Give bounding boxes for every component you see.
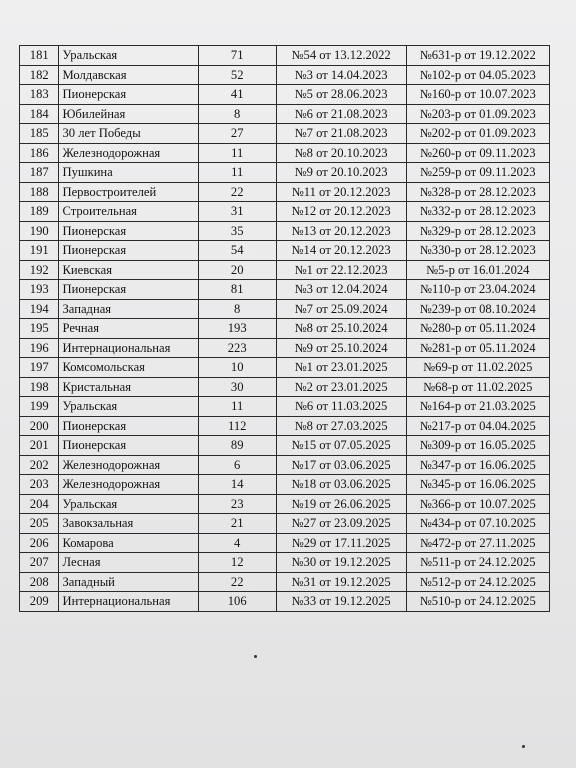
row-number-cell: 198 bbox=[20, 377, 59, 397]
house-number-cell: 106 bbox=[198, 592, 276, 612]
decision-cell: №17 от 03.06.2025 bbox=[276, 455, 406, 475]
house-number-cell: 11 bbox=[198, 397, 276, 417]
order-cell: №280-р от 05.11.2024 bbox=[406, 319, 549, 339]
house-number-cell: 8 bbox=[198, 104, 276, 124]
house-number-cell: 12 bbox=[198, 553, 276, 573]
decision-cell: №3 от 12.04.2024 bbox=[276, 280, 406, 300]
registry-table bbox=[19, 45, 550, 612]
row-number-cell: 195 bbox=[20, 319, 59, 339]
street-cell: Интернациональная bbox=[59, 592, 198, 612]
order-cell: №347-р от 16.06.2025 bbox=[406, 455, 549, 475]
table-row bbox=[20, 592, 550, 612]
street-cell: Киевская bbox=[59, 260, 198, 280]
table-row bbox=[20, 163, 550, 183]
order-cell: №332-р от 28.12.2023 bbox=[406, 202, 549, 222]
street-cell: Пионерская bbox=[59, 436, 198, 456]
house-number-cell: 31 bbox=[198, 202, 276, 222]
row-number-cell: 201 bbox=[20, 436, 59, 456]
row-number-cell: 206 bbox=[20, 533, 59, 553]
street-cell: Пионерская bbox=[59, 85, 198, 105]
decision-cell: №33 от 19.12.2025 bbox=[276, 592, 406, 612]
order-cell: №512-р от 24.12.2025 bbox=[406, 572, 549, 592]
decision-cell: №6 от 11.03.2025 bbox=[276, 397, 406, 417]
decision-cell: №31 от 19.12.2025 bbox=[276, 572, 406, 592]
row-number-cell: 197 bbox=[20, 358, 59, 378]
table-row bbox=[20, 475, 550, 495]
decision-cell: №8 от 20.10.2023 bbox=[276, 143, 406, 163]
street-cell: Завокзальная bbox=[59, 514, 198, 534]
order-cell: №281-р от 05.11.2024 bbox=[406, 338, 549, 358]
order-cell: №5-р от 16.01.2024 bbox=[406, 260, 549, 280]
house-number-cell: 22 bbox=[198, 182, 276, 202]
table-row bbox=[20, 572, 550, 592]
table-row bbox=[20, 143, 550, 163]
decision-cell: №15 от 07.05.2025 bbox=[276, 436, 406, 456]
street-cell: Лесная bbox=[59, 553, 198, 573]
decision-cell: №27 от 23.09.2025 bbox=[276, 514, 406, 534]
street-cell: Интернациональная bbox=[59, 338, 198, 358]
row-number-cell: 204 bbox=[20, 494, 59, 514]
street-cell: Юбилейная bbox=[59, 104, 198, 124]
table-row bbox=[20, 104, 550, 124]
decision-cell: №9 от 25.10.2024 bbox=[276, 338, 406, 358]
order-cell: №69-р от 11.02.2025 bbox=[406, 358, 549, 378]
street-cell: Железнодорожная bbox=[59, 475, 198, 495]
house-number-cell: 4 bbox=[198, 533, 276, 553]
table-row bbox=[20, 46, 550, 66]
table-row bbox=[20, 494, 550, 514]
house-number-cell: 71 bbox=[198, 46, 276, 66]
row-number-cell: 207 bbox=[20, 553, 59, 573]
decision-cell: №8 от 27.03.2025 bbox=[276, 416, 406, 436]
order-cell: №472-р от 27.11.2025 bbox=[406, 533, 549, 553]
row-number-cell: 203 bbox=[20, 475, 59, 495]
row-number-cell: 186 bbox=[20, 143, 59, 163]
table-row bbox=[20, 455, 550, 475]
decision-cell: №30 от 19.12.2025 bbox=[276, 553, 406, 573]
decision-cell: №6 от 21.08.2023 bbox=[276, 104, 406, 124]
house-number-cell: 11 bbox=[198, 143, 276, 163]
decision-cell: №13 от 20.12.2023 bbox=[276, 221, 406, 241]
table-row bbox=[20, 436, 550, 456]
house-number-cell: 14 bbox=[198, 475, 276, 495]
order-cell: №329-р от 28.12.2023 bbox=[406, 221, 549, 241]
decision-cell: №7 от 21.08.2023 bbox=[276, 124, 406, 144]
row-number-cell: 182 bbox=[20, 65, 59, 85]
row-number-cell: 190 bbox=[20, 221, 59, 241]
order-cell: №102-р от 04.05.2023 bbox=[406, 65, 549, 85]
street-cell: Первостроителей bbox=[59, 182, 198, 202]
decision-cell: №1 от 23.01.2025 bbox=[276, 358, 406, 378]
row-number-cell: 181 bbox=[20, 46, 59, 66]
decision-cell: №19 от 26.06.2025 bbox=[276, 494, 406, 514]
registry-table-body bbox=[20, 46, 550, 612]
row-number-cell: 191 bbox=[20, 241, 59, 261]
order-cell: №203-р от 01.09.2023 bbox=[406, 104, 549, 124]
house-number-cell: 21 bbox=[198, 514, 276, 534]
decision-cell: №54 от 13.12.2022 bbox=[276, 46, 406, 66]
paper-speck bbox=[522, 745, 525, 748]
order-cell: №631-р от 19.12.2022 bbox=[406, 46, 549, 66]
table-row bbox=[20, 221, 550, 241]
table-row bbox=[20, 241, 550, 261]
house-number-cell: 41 bbox=[198, 85, 276, 105]
street-cell: Комарова bbox=[59, 533, 198, 553]
street-cell: Пионерская bbox=[59, 221, 198, 241]
order-cell: №160-р от 10.07.2023 bbox=[406, 85, 549, 105]
order-cell: №68-р от 11.02.2025 bbox=[406, 377, 549, 397]
paper-speck bbox=[254, 655, 257, 658]
house-number-cell: 6 bbox=[198, 455, 276, 475]
decision-cell: №7 от 25.09.2024 bbox=[276, 299, 406, 319]
order-cell: №164-р от 21.03.2025 bbox=[406, 397, 549, 417]
row-number-cell: 185 bbox=[20, 124, 59, 144]
table-row bbox=[20, 358, 550, 378]
order-cell: №110-р от 23.04.2024 bbox=[406, 280, 549, 300]
row-number-cell: 200 bbox=[20, 416, 59, 436]
street-cell: Железнодорожная bbox=[59, 455, 198, 475]
order-cell: №217-р от 04.04.2025 bbox=[406, 416, 549, 436]
house-number-cell: 30 bbox=[198, 377, 276, 397]
house-number-cell: 20 bbox=[198, 260, 276, 280]
order-cell: №510-р от 24.12.2025 bbox=[406, 592, 549, 612]
decision-cell: №12 от 20.12.2023 bbox=[276, 202, 406, 222]
table-row bbox=[20, 202, 550, 222]
row-number-cell: 202 bbox=[20, 455, 59, 475]
house-number-cell: 10 bbox=[198, 358, 276, 378]
order-cell: №366-р от 10.07.2025 bbox=[406, 494, 549, 514]
table-row bbox=[20, 514, 550, 534]
decision-cell: №9 от 20.10.2023 bbox=[276, 163, 406, 183]
decision-cell: №2 от 23.01.2025 bbox=[276, 377, 406, 397]
house-number-cell: 223 bbox=[198, 338, 276, 358]
street-cell: Уральская bbox=[59, 397, 198, 417]
row-number-cell: 189 bbox=[20, 202, 59, 222]
row-number-cell: 193 bbox=[20, 280, 59, 300]
house-number-cell: 52 bbox=[198, 65, 276, 85]
table-row bbox=[20, 553, 550, 573]
house-number-cell: 23 bbox=[198, 494, 276, 514]
order-cell: №511-р от 24.12.2025 bbox=[406, 553, 549, 573]
house-number-cell: 27 bbox=[198, 124, 276, 144]
house-number-cell: 8 bbox=[198, 299, 276, 319]
street-cell: Уральская bbox=[59, 46, 198, 66]
street-cell: Западная bbox=[59, 299, 198, 319]
decision-cell: №11 от 20.12.2023 bbox=[276, 182, 406, 202]
decision-cell: №8 от 25.10.2024 bbox=[276, 319, 406, 339]
decision-cell: №3 от 14.04.2023 bbox=[276, 65, 406, 85]
table-row bbox=[20, 280, 550, 300]
row-number-cell: 205 bbox=[20, 514, 59, 534]
house-number-cell: 35 bbox=[198, 221, 276, 241]
row-number-cell: 187 bbox=[20, 163, 59, 183]
street-cell: Речная bbox=[59, 319, 198, 339]
house-number-cell: 112 bbox=[198, 416, 276, 436]
street-cell: Уральская bbox=[59, 494, 198, 514]
street-cell: Пионерская bbox=[59, 416, 198, 436]
table-row bbox=[20, 182, 550, 202]
row-number-cell: 199 bbox=[20, 397, 59, 417]
table-row bbox=[20, 397, 550, 417]
street-cell: Железнодорожная bbox=[59, 143, 198, 163]
table-row bbox=[20, 260, 550, 280]
table-row bbox=[20, 299, 550, 319]
order-cell: №260-р от 09.11.2023 bbox=[406, 143, 549, 163]
row-number-cell: 194 bbox=[20, 299, 59, 319]
house-number-cell: 193 bbox=[198, 319, 276, 339]
row-number-cell: 192 bbox=[20, 260, 59, 280]
order-cell: №434-р от 07.10.2025 bbox=[406, 514, 549, 534]
table-row bbox=[20, 85, 550, 105]
table-row bbox=[20, 533, 550, 553]
street-cell: Пионерская bbox=[59, 241, 198, 261]
table-row bbox=[20, 377, 550, 397]
table-row bbox=[20, 338, 550, 358]
row-number-cell: 208 bbox=[20, 572, 59, 592]
house-number-cell: 11 bbox=[198, 163, 276, 183]
house-number-cell: 89 bbox=[198, 436, 276, 456]
street-cell: Пушкина bbox=[59, 163, 198, 183]
decision-cell: №5 от 28.06.2023 bbox=[276, 85, 406, 105]
row-number-cell: 196 bbox=[20, 338, 59, 358]
table-row bbox=[20, 319, 550, 339]
street-cell: Пионерская bbox=[59, 280, 198, 300]
house-number-cell: 81 bbox=[198, 280, 276, 300]
row-number-cell: 183 bbox=[20, 85, 59, 105]
decision-cell: №14 от 20.12.2023 bbox=[276, 241, 406, 261]
street-cell: Строительная bbox=[59, 202, 198, 222]
street-cell: Комсомольская bbox=[59, 358, 198, 378]
decision-cell: №1 от 22.12.2023 bbox=[276, 260, 406, 280]
order-cell: №202-р от 01.09.2023 bbox=[406, 124, 549, 144]
decision-cell: №18 от 03.06.2025 bbox=[276, 475, 406, 495]
order-cell: №345-р от 16.06.2025 bbox=[406, 475, 549, 495]
order-cell: №259-р от 09.11.2023 bbox=[406, 163, 549, 183]
table-row bbox=[20, 65, 550, 85]
row-number-cell: 209 bbox=[20, 592, 59, 612]
decision-cell: №29 от 17.11.2025 bbox=[276, 533, 406, 553]
order-cell: №309-р от 16.05.2025 bbox=[406, 436, 549, 456]
street-cell: Кристальная bbox=[59, 377, 198, 397]
order-cell: №239-р от 08.10.2024 bbox=[406, 299, 549, 319]
table-row bbox=[20, 124, 550, 144]
house-number-cell: 22 bbox=[198, 572, 276, 592]
row-number-cell: 188 bbox=[20, 182, 59, 202]
row-number-cell: 184 bbox=[20, 104, 59, 124]
house-number-cell: 54 bbox=[198, 241, 276, 261]
street-cell: Западный bbox=[59, 572, 198, 592]
street-cell: 30 лет Победы bbox=[59, 124, 198, 144]
street-cell: Молдавская bbox=[59, 65, 198, 85]
table-row bbox=[20, 416, 550, 436]
order-cell: №328-р от 28.12.2023 bbox=[406, 182, 549, 202]
order-cell: №330-р от 28.12.2023 bbox=[406, 241, 549, 261]
